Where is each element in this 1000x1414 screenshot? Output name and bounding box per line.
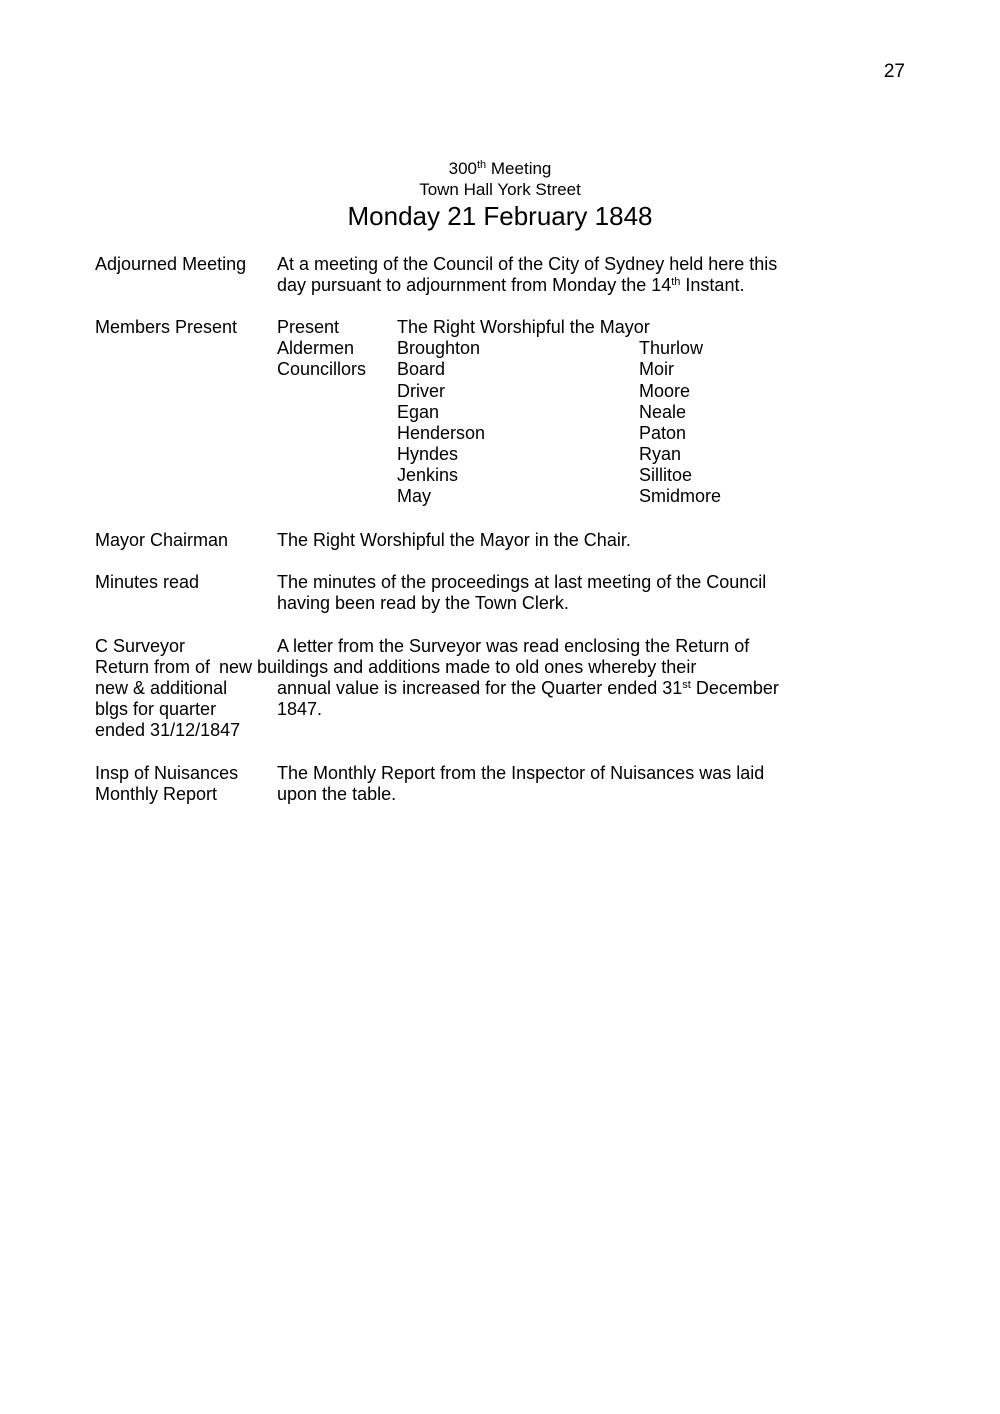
margin-label-surveyor: C Surveyor <box>95 636 186 656</box>
role-councillors: Councillors <box>277 359 367 379</box>
member-name: Thurlow <box>639 338 704 358</box>
margin-label-nuisances: Monthly Report <box>95 784 218 804</box>
nuisances-text-line: upon the table. <box>277 784 397 804</box>
member-name: Henderson <box>397 423 486 443</box>
adjourned-text-line: At a meeting of the Council of the City of Sydney held here this <box>277 254 778 274</box>
member-name: Board <box>397 359 446 379</box>
surveyor-text-line: annual value is increased for the Quarter ended 31st December <box>277 678 779 698</box>
meeting-date: Monday 21 February 1848 <box>347 201 653 231</box>
member-name: Egan <box>397 402 440 422</box>
margin-label-chairman: Mayor Chairman <box>95 530 229 550</box>
margin-label-nuisances: Insp of Nuisances <box>95 763 239 783</box>
member-name: Ryan <box>639 444 682 464</box>
member-name: Moore <box>639 381 691 401</box>
page-number: 27 <box>883 61 905 82</box>
nuisances-text-line: The Monthly Report from the Inspector of Nuisances was laid <box>277 763 765 783</box>
member-name: Broughton <box>397 338 481 358</box>
margin-label-members: Members Present <box>95 317 238 337</box>
member-name: Neale <box>639 402 687 422</box>
member-name: Paton <box>639 423 687 443</box>
member-name: Smidmore <box>639 486 722 506</box>
surveyor-text-line: new buildings and additions made to old ones whereby their <box>219 657 697 677</box>
margin-label-surveyor: Return from of <box>95 657 211 677</box>
chairman-text: The Right Worshipful the Mayor in the Chair. <box>277 530 631 550</box>
margin-label-minutes: Minutes read <box>95 572 200 592</box>
member-name: Hyndes <box>397 444 459 464</box>
meeting-venue: Town Hall York Street <box>419 180 581 199</box>
margin-label-adjourned: Adjourned Meeting <box>95 254 247 274</box>
member-name: The Right Worshipful the Mayor <box>397 317 650 337</box>
member-name: Driver <box>397 381 445 401</box>
margin-label-surveyor: ended 31/12/1847 <box>95 720 241 740</box>
member-name: Moir <box>639 359 674 379</box>
member-name: Sillitoe <box>639 465 693 485</box>
minutes-text-line: having been read by the Town Clerk. <box>277 593 569 613</box>
surveyor-text-line: A letter from the Surveyor was read enclosing the Return of <box>277 636 750 656</box>
margin-label-surveyor: new & additional <box>95 678 228 698</box>
margin-label-surveyor: blgs for quarter <box>95 699 217 719</box>
role-present: Present <box>277 317 340 337</box>
member-name: Jenkins <box>397 465 459 485</box>
minutes-text-line: The minutes of the proceedings at last meeting of the Council <box>277 572 767 592</box>
adjourned-text-line: day pursuant to adjournment from Monday the 14th Instant. <box>277 275 745 295</box>
member-name: May <box>397 486 432 506</box>
meeting-number: 300th Meeting <box>448 159 552 178</box>
surveyor-text-line: 1847. <box>277 699 323 719</box>
role-aldermen: Aldermen <box>277 338 355 358</box>
